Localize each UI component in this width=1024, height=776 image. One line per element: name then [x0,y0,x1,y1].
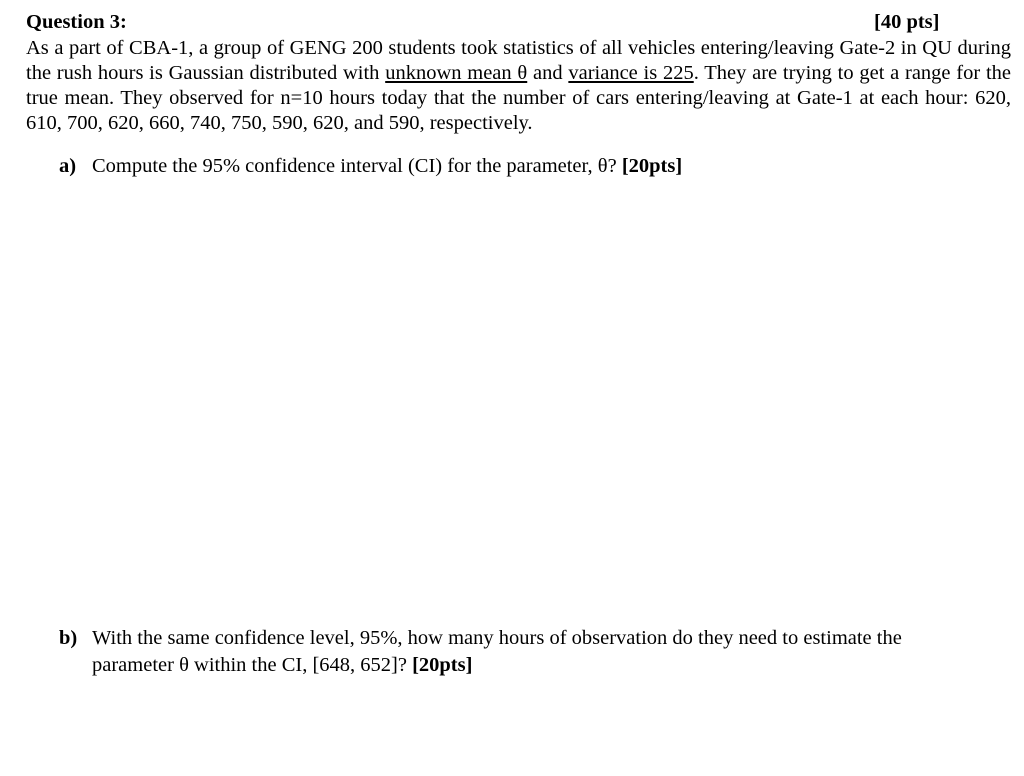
question-block [26,8,1011,136]
variance-underlined: variance is 225 [568,62,694,84]
part-a-question: Compute the 95% confidence interval (CI) for the parameter, θ? [92,155,622,177]
part-b-question: With the same confidence level, 95%, how many hours of observation do they need to estimate the parameter θ within the CI, [648, 652]? [92,627,902,676]
part-a-label: a) [59,155,77,177]
part-b-text [92,625,972,679]
part-b-points: [20pts] [412,654,473,676]
part-a-points: [20pts] [621,155,683,177]
question-title: Question 3: [26,11,127,33]
question-header [26,8,1011,36]
question-and: and [527,62,569,84]
part-b [59,625,999,679]
part-a [59,153,999,180]
question-body [26,36,1011,136]
part-b-label: b) [59,627,78,649]
question-intro: As a part of CBA-1, a group of GENG 200 students took statistics of all vehicles entering/leaving Gate-2 in QU during the rush hours is Gaussian distributed with [26,37,1011,84]
unknown-mean-underlined: unknown mean θ [385,62,528,84]
question-rest: . They are trying to get a range for the true mean. They observed for n=10 hours today that the number of cars entering/leaving at Gate-1 at each hour: 620, 610, 700, 620, 660, 740, 750, 590, 620, and 590, respectively. [26,62,1011,134]
part-a-text [92,153,972,180]
question-points: [40 pts] [874,11,940,33]
